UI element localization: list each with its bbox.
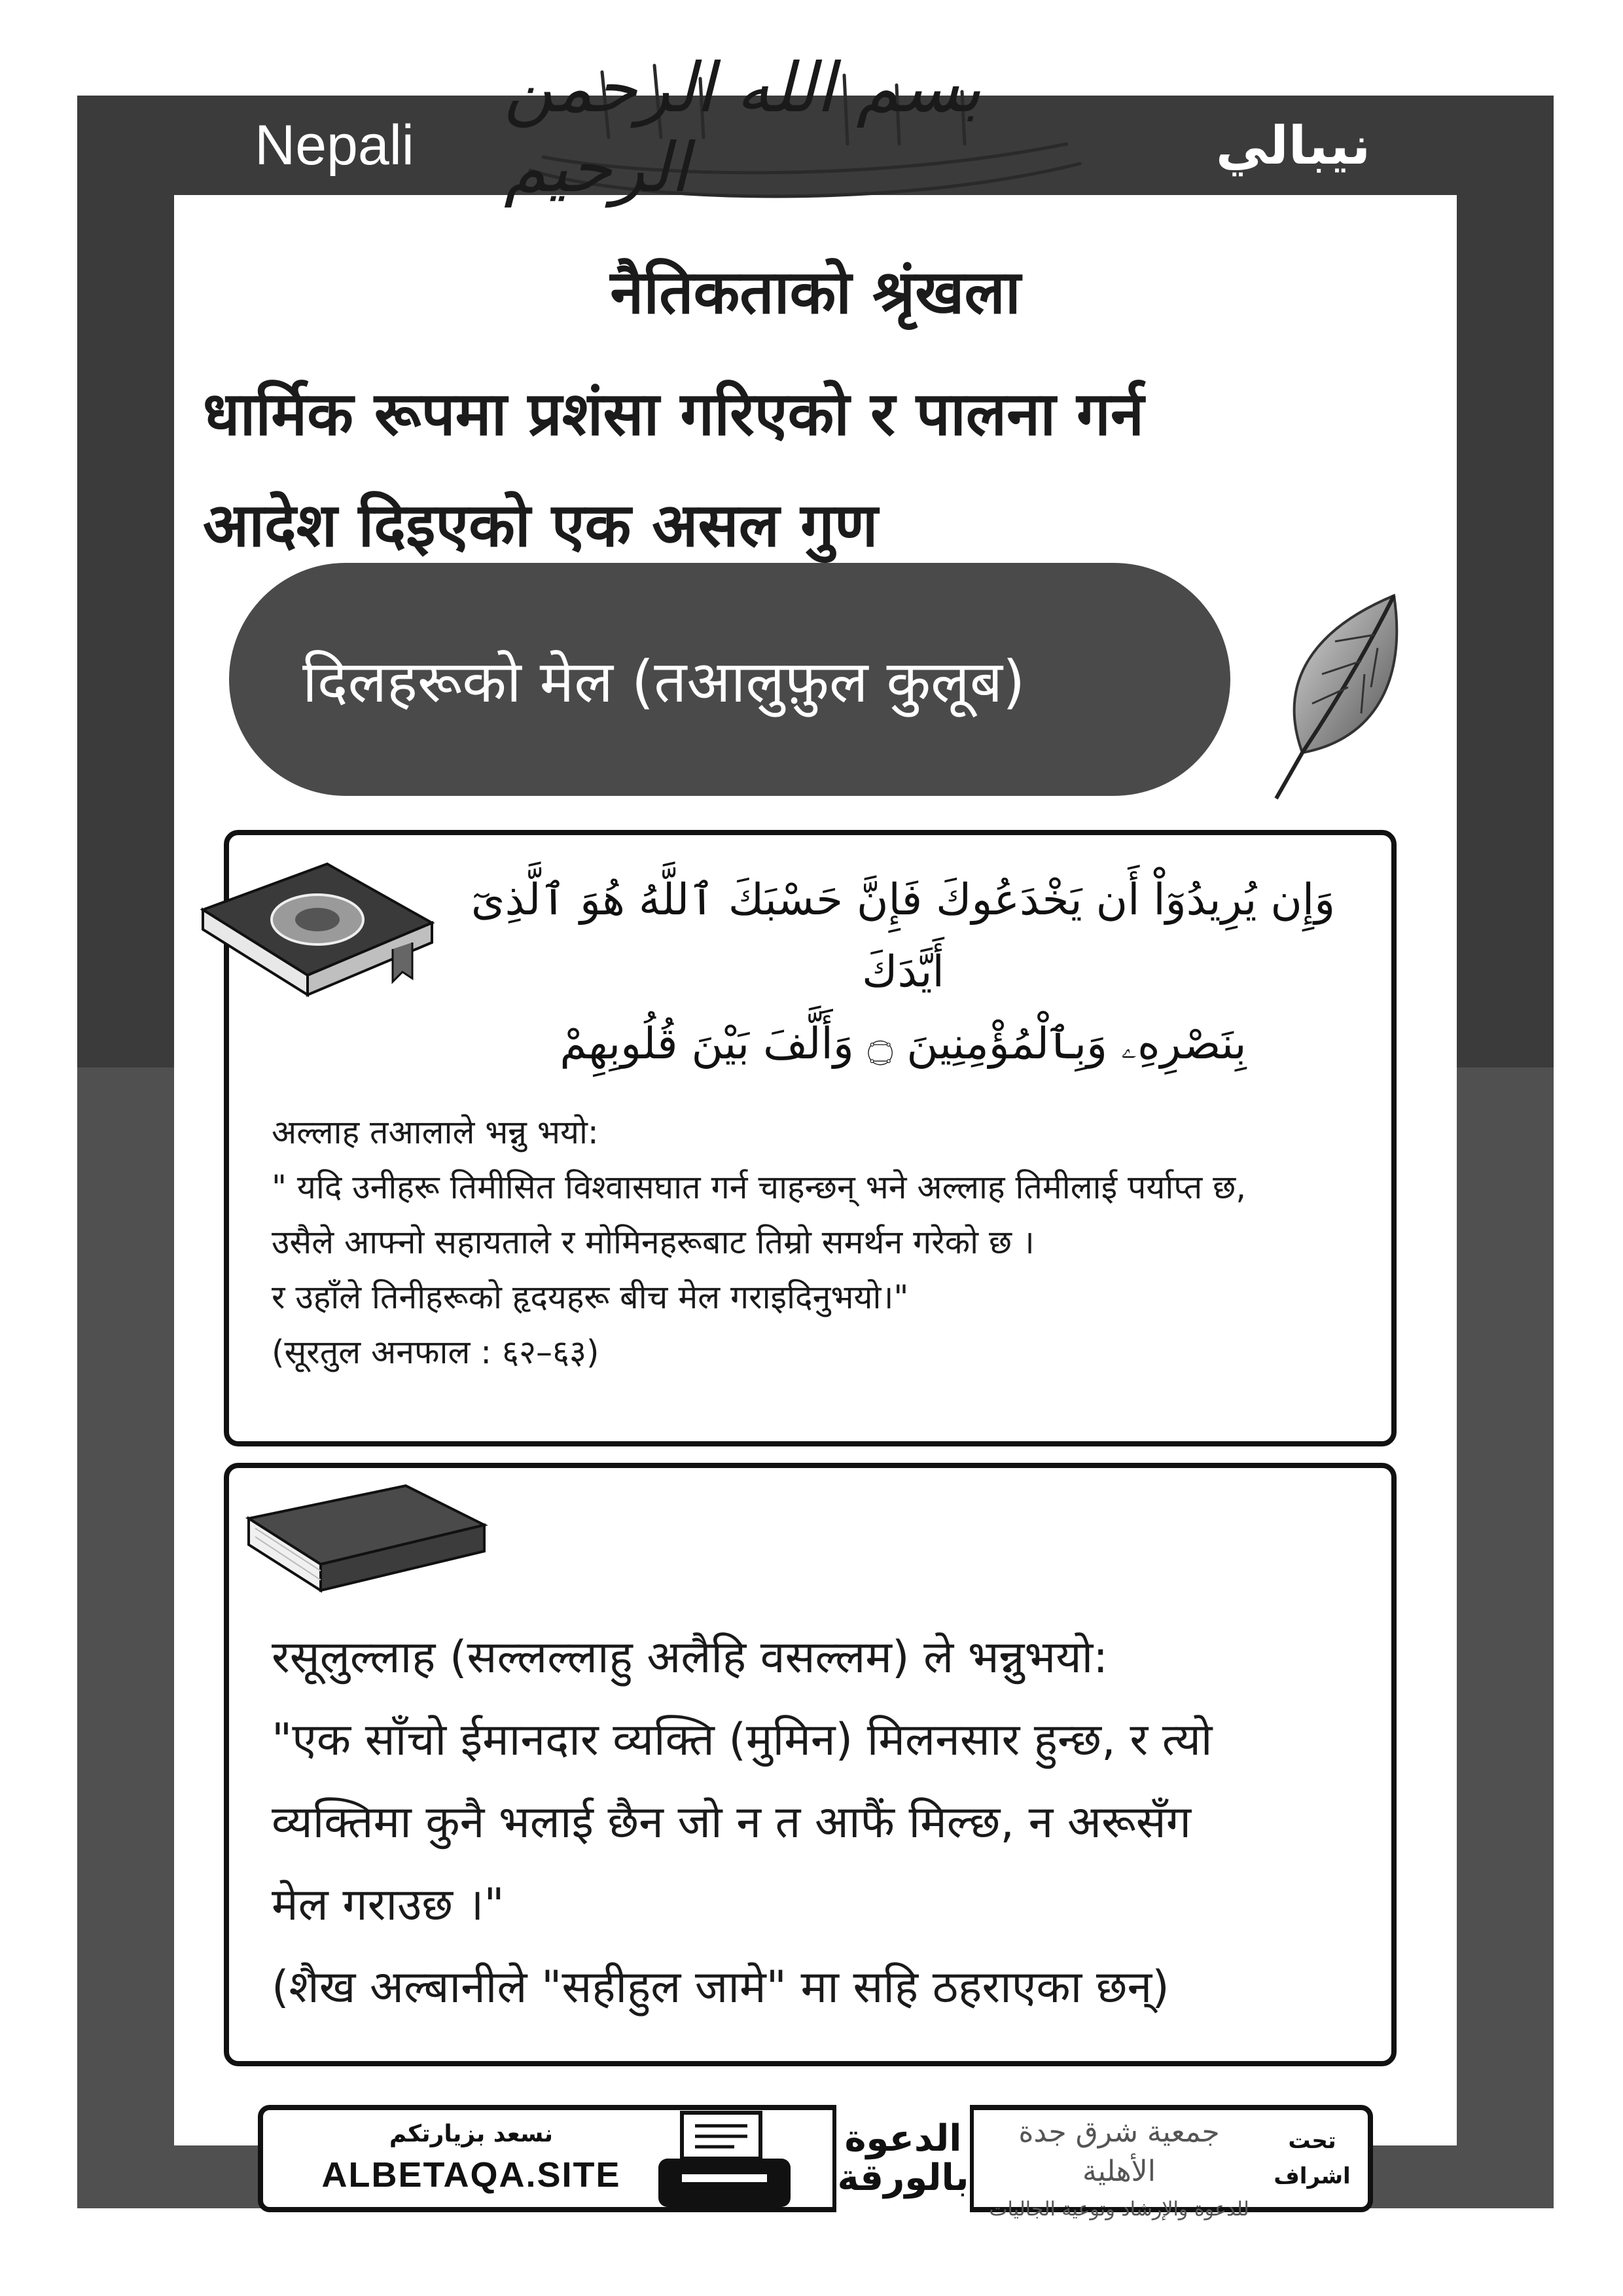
- hadith-line-3: मेल गराउछ ।": [272, 1879, 505, 1931]
- language-label-arabic: نيبالي: [1130, 96, 1457, 195]
- printer-icon: [656, 2109, 793, 2211]
- website-link[interactable]: ALBETAQA.SITE: [321, 2155, 621, 2195]
- translation-line-2: उसैले आफ्नो सहायताले र मोमिनहरूबाट तिम्रो समर्थन गरेको छ ।: [272, 1223, 1035, 1261]
- arabic-line-1: وَإِن يُرِيدُوٓاْ أَن يَخْدَعُوكَ فَإِنَّ حَسْبَكَ ٱللَّهُ هُوَ ٱلَّذِىٓ أَيَّدَكَ: [471, 874, 1336, 997]
- quran-book-icon: [196, 851, 438, 1008]
- leaf-icon: [1263, 589, 1414, 805]
- basmala-text: بسم الله الرحمن الرحيم: [504, 48, 982, 207]
- supervision-line-2: اشراف: [1274, 2163, 1351, 2189]
- hadith-line-1: "एक साँचो ईमानदार व्यक्ति (मुमिन) मिलनसार हुन्छ, र त्यो: [272, 1714, 1213, 1766]
- hadith-text: [272, 1617, 1371, 2029]
- supervision-line-1: تحت: [1288, 2128, 1336, 2154]
- footer-visit-text: نسعد بزيارتكم: [389, 2121, 554, 2147]
- dawah-logo: [832, 2105, 974, 2212]
- quran-reference: (सूरतुल अनफाल : ६२–६३): [272, 1333, 599, 1371]
- translation-intro: अल्लाह तआलाले भन्नु भयो:: [272, 1113, 599, 1151]
- subtitle-line-2: आदेश दिइएको एक असल गुण: [203, 490, 878, 560]
- hadith-intro: रसूलुल्लाह (सल्लल्लाहु अलैहि वसल्लम) ले भन्नुभयो:: [272, 1632, 1109, 1683]
- language-label-english: Nepali: [174, 96, 495, 195]
- hadith-reference: (शैख अल्बानीले "सहीहुल जामे" मा सहि ठहराएका छन्): [272, 1962, 1169, 2013]
- dawah-logo-line-1: الدعوة: [844, 2117, 962, 2160]
- series-title: नैतिकताको श्रृंखला: [610, 257, 1021, 327]
- quran-translation: [272, 1105, 1384, 1380]
- organization-name: جمعية شرق جدة الأهلية: [1018, 2115, 1220, 2188]
- arabic-line-2: بِنَصْرِهِۦ وَبِٱلْمُؤْمِنِينَ ۝ وَأَلَّفَ بَيْنَ قُلُوبِهِمْ: [560, 1018, 1247, 1069]
- organization-logo: [982, 2113, 1257, 2223]
- hadith-line-2: व्यक्तिमा कुनै भलाई छैन जो न त आफैं मिल्छ, न अरूसँग: [272, 1797, 1192, 1848]
- basmala-calligraphy: [504, 46, 1119, 209]
- translation-line-1: " यदि उनीहरू तिमीसित विश्वासघात गर्न चाहन्छन् भने अल्लाह तिमीलाई पर्याप्त छ,: [272, 1168, 1247, 1206]
- dawah-logo-line-2: بالورقة: [837, 2157, 969, 2199]
- subtitle-line-1: धार्मिक रूपमा प्रशंसा गरिएको र पालना गर्न: [203, 379, 1145, 449]
- organization-subtitle: للدعوة والإرشاد وتوعية الجاليات: [989, 2198, 1249, 2221]
- book-icon: [242, 1479, 491, 1597]
- translation-line-3: र उहाँले तिनीहरूको हृदयहरू बीच मेल गराइदिनुभयो।": [272, 1278, 909, 1316]
- supervision-label: [1263, 2123, 1361, 2194]
- topic-title: दिलहरूको मेल (तआलुफ़ुल कुलूब): [302, 648, 1026, 715]
- quran-arabic-verse: [432, 864, 1374, 1080]
- topic-banner: [229, 563, 1230, 796]
- page-subtitle: [203, 359, 1446, 581]
